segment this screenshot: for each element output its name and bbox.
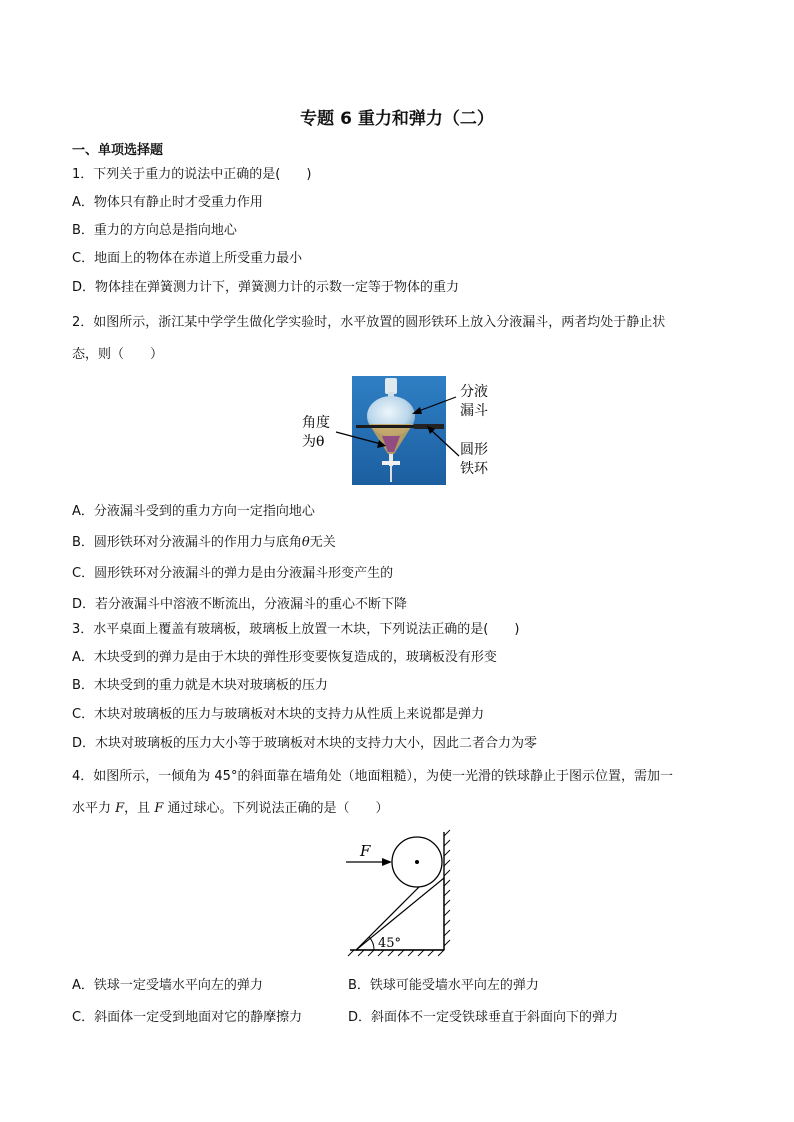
q2-option-b-theta: θ bbox=[301, 535, 310, 550]
q4-option-c: C．斜面体一定受到地面对它的静摩擦力 bbox=[72, 1010, 303, 1025]
q4-stem-tail: 通过球心。下列说法正确的是（ ） bbox=[163, 801, 389, 816]
q1-option-b: B．重力的方向总是指向地心 bbox=[72, 223, 237, 238]
label-funnel-line1: 分液 bbox=[460, 384, 488, 400]
angle-label: 45° bbox=[378, 936, 402, 951]
q3-stem: 3．水平桌面上覆盖有玻璃板，玻璃板上放置一木块，下列说法正确的是( ) bbox=[72, 622, 520, 637]
label-ring-line2: 铁环 bbox=[460, 461, 488, 477]
label-angle-line1: 角度 bbox=[302, 415, 330, 431]
q4-option-d: D．斜面体不一定受铁球垂直于斜面向下的弹力 bbox=[348, 1010, 619, 1025]
force-label: F bbox=[360, 842, 371, 860]
q2-stem-line1: 2．如图所示，浙江某中学学生做化学实验时，水平放置的圆形铁环上放入分液漏斗，两者均处于静止状 bbox=[72, 315, 666, 330]
q4-option-a: A．铁球一定受墙水平向左的弹力 bbox=[72, 978, 263, 993]
q4-stem-mid: ，且 bbox=[124, 801, 155, 816]
q1-option-c: C．地面上的物体在赤道上所受重力最小 bbox=[72, 251, 303, 266]
label-funnel-line2: 漏斗 bbox=[460, 403, 488, 419]
q2-stem-line2: 态，则（ ） bbox=[72, 347, 164, 362]
label-ring-line1: 圆形 bbox=[460, 442, 488, 458]
q4-stem-var-f1: F bbox=[115, 801, 125, 816]
q4-option-b: B．铁球可能受墙水平向左的弹力 bbox=[348, 978, 539, 993]
q1-option-d: D．物体挂在弹簧测力计下，弹簧测力计的示数一定等于物体的重力 bbox=[72, 280, 460, 295]
q4-stem-line2 bbox=[72, 800, 388, 818]
wall-hatching bbox=[444, 830, 450, 946]
separatory-funnel-figure bbox=[296, 374, 506, 486]
q4-stem-text: 水平力 bbox=[72, 801, 116, 816]
q2-option-b-tail: 无关 bbox=[309, 535, 336, 550]
q2-option-a: A．分液漏斗受到的重力方向一定指向地心 bbox=[72, 504, 315, 519]
q2-option-b-text: B．圆形铁环对分液漏斗的作用力与底角 bbox=[72, 535, 302, 550]
ball-center bbox=[415, 860, 419, 864]
ball-incline-figure bbox=[340, 828, 470, 962]
section-heading: 一、单项选择题 bbox=[72, 143, 164, 158]
q2-option-c: C．圆形铁环对分液漏斗的弹力是由分液漏斗形变产生的 bbox=[72, 566, 394, 581]
q1-stem: 1．下列关于重力的说法中正确的是( ) bbox=[72, 167, 312, 182]
q1-option-a: A．物体只有静止时才受重力作用 bbox=[72, 195, 263, 210]
page-title: 专题 6 重力和弹力（二） bbox=[300, 109, 494, 129]
q3-option-c: C．木块对玻璃板的压力与玻璃板对木块的支持力从性质上来说都是弹力 bbox=[72, 707, 485, 722]
label-angle-line2: 为θ bbox=[302, 434, 325, 450]
q4-stem-var-f2: F bbox=[154, 801, 164, 816]
q2-option-b bbox=[72, 534, 336, 552]
q3-option-b: B．木块受到的重力就是木块对玻璃板的压力 bbox=[72, 678, 328, 693]
q4-stem-line1: 4．如图所示，一倾角为 45°的斜面靠在墙角处（地面粗糙），为使一光滑的铁球静止于图示位置，需加一 bbox=[72, 769, 673, 784]
q2-option-d: D．若分液漏斗中溶液不断流出，分液漏斗的重心不断下降 bbox=[72, 597, 408, 612]
q3-option-d: D．木块对玻璃板的压力大小等于玻璃板对木块的支持力大小，因此二者合力为零 bbox=[72, 736, 538, 751]
q3-option-a: A．木块受到的弹力是由于木块的弹性形变要恢复造成的，玻璃板没有形变 bbox=[72, 650, 497, 665]
force-arrow-head bbox=[382, 858, 392, 866]
